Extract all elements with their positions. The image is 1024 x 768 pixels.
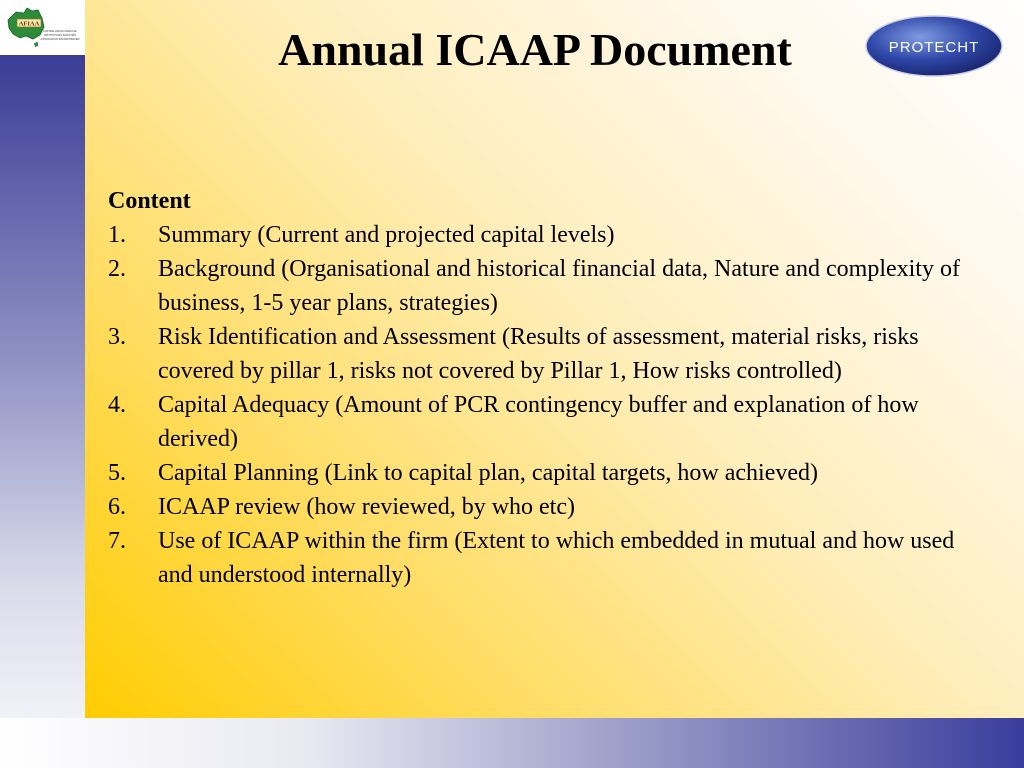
bottom-decorative-bar — [0, 718, 1024, 768]
list-item — [108, 456, 988, 490]
protecht-logo — [864, 14, 1004, 78]
afiaa-logo — [0, 0, 85, 55]
svg-text:PROTECHT: PROTECHT — [888, 39, 980, 56]
svg-text:INSTITUTIONS AUDITORS: INSTITUTIONS AUDITORS — [44, 34, 76, 37]
svg-text:ASSOCIATION INCORPORATED: ASSOCIATION INCORPORATED — [40, 38, 80, 41]
list-item-text: Summary (Current and projected capital levels) — [158, 222, 615, 248]
list-item-number: 7. — [108, 528, 126, 554]
australia-map-icon — [0, 0, 85, 55]
list-item-text: Capital Planning (Link to capital plan, capital targets, how achieved) — [158, 460, 819, 486]
list-item-text: Risk Identification and Assessment (Results of assessment, material risks, risks covered by pillar 1, risks not covered by Pillar 1, How risks controlled) — [158, 324, 919, 384]
list-item — [108, 388, 988, 456]
svg-text:AFIAA: AFIAA — [18, 20, 40, 28]
list-item — [108, 524, 988, 592]
content-heading: Content — [108, 188, 191, 214]
list-item — [108, 252, 988, 320]
list-item — [108, 218, 988, 252]
list-item — [108, 490, 988, 524]
protecht-logo-icon — [864, 14, 1004, 78]
list-item-number: 3. — [108, 324, 126, 350]
list-item-number: 4. — [108, 392, 126, 418]
list-item-number: 2. — [108, 256, 126, 282]
svg-text:AUSTRALASIAN FINANCIAL: AUSTRALASIAN FINANCIAL — [42, 30, 78, 33]
content-list — [108, 218, 988, 592]
left-decorative-bar — [0, 55, 85, 718]
list-item-text: Capital Adequacy (Amount of PCR contingency buffer and explanation of how derived) — [158, 392, 919, 452]
list-item-number: 6. — [108, 494, 126, 520]
content-body — [108, 184, 988, 592]
list-item-number: 1. — [108, 222, 126, 248]
list-item-text: Background (Organisational and historical financial data, Nature and complexity of business, 1-5 year plans, strategies) — [158, 256, 960, 316]
list-item — [108, 320, 988, 388]
page-title: Annual ICAAP Document — [278, 24, 792, 75]
list-item-number: 5. — [108, 460, 126, 486]
list-item-text: ICAAP review (how reviewed, by who etc) — [158, 494, 575, 520]
list-item-text: Use of ICAAP within the firm (Extent to which embedded in mutual and how used and understood internally) — [158, 528, 955, 588]
